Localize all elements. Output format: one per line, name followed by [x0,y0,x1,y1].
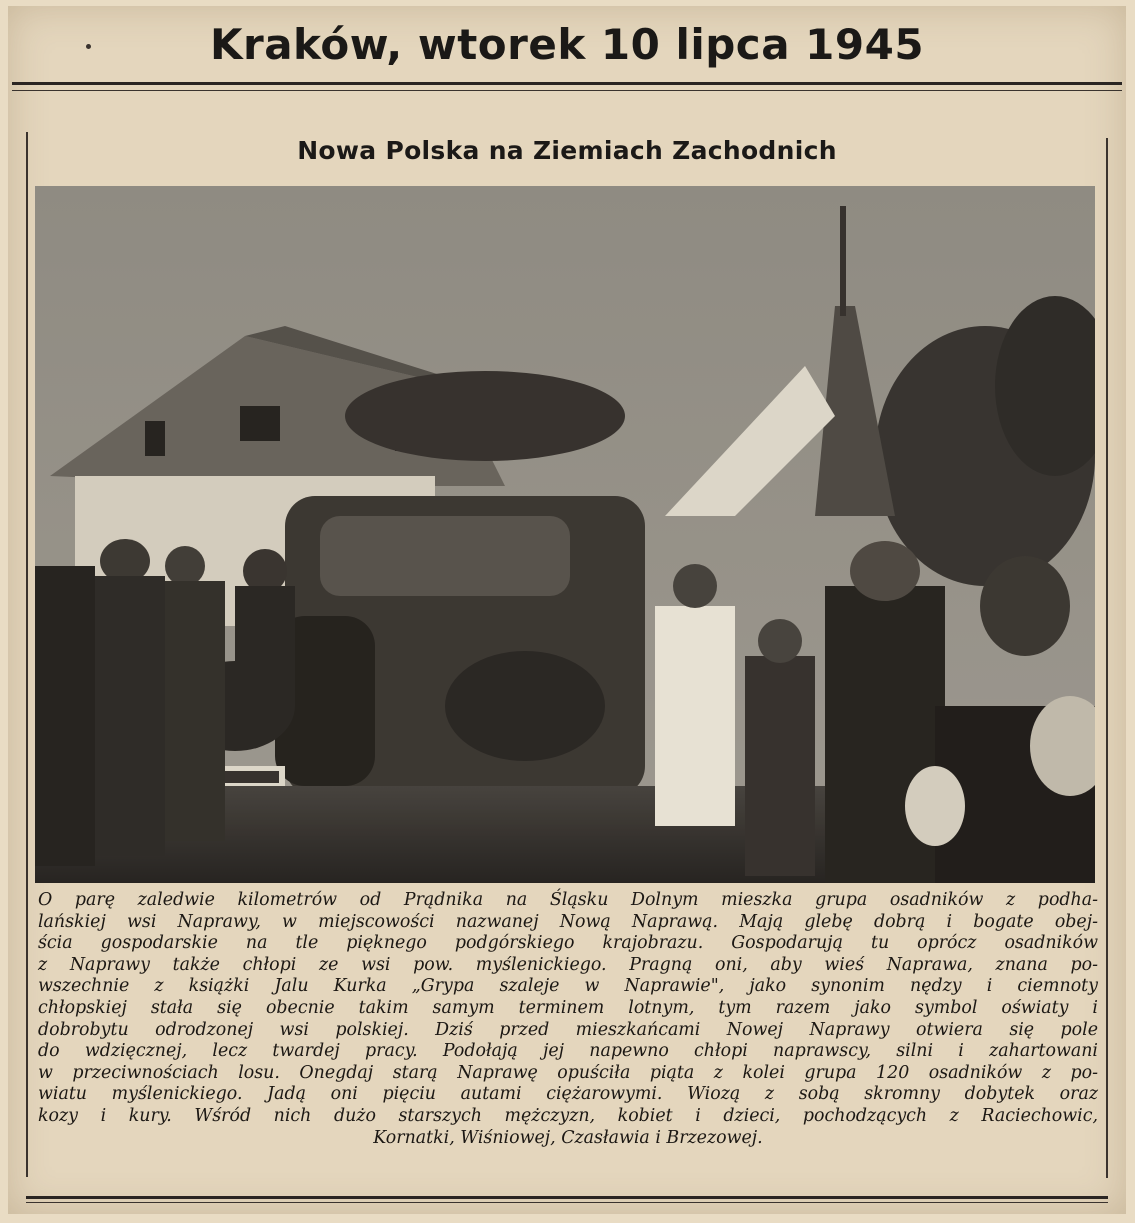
photo-caption [38,890,1098,1149]
caption-line: O parę zaledwie kilometrów od Prądnika na Śląsku Dolnym mieszka grupa osadników z podha- [38,890,1098,910]
caption-line: ścia gospodarskie na tle pięknego podgórskiego krajobrazu. Gospodarują tu oprócz osadników [38,933,1098,954]
caption-line: do wdzięcznej, lecz twardej pracy. Podołają jej napewno chłopi naprawscy, silni i zahartowani [38,1041,1098,1062]
caption-line: wiatu myślenickiego. Jadą oni pięciu autami ciężarowymi. Wiozą z sobą skromny dobytek oraz [38,1084,1098,1105]
article-frame-left [26,132,28,1177]
caption-line: lańskiej wsi Naprawy, w miejscowości nazwanej Nową Naprawą. Mają glebę dobrą i bogate obej- [38,911,1098,932]
footer-rule-thin [26,1202,1108,1203]
article-title: Nowa Polska na Ziemiach Zachodnich [297,136,837,165]
caption-line: z Naprawy także chłopi ze wsi pow. myślenickiego. Pragną oni, aby wieś Naprawa, znana po- [38,954,1098,975]
header-rule-thin [12,90,1122,91]
dateline: Kraków, wtorek 10 lipca 1945 [209,20,925,69]
caption-line: w przeciwnościach losu. Onegdaj starą Naprawę opuściła piąta z kolei grupa 120 osadników z po- [38,1062,1098,1083]
caption-line: chłopskiej stała się obecnie takim samym terminem lotnym, tym razem jako symbol oświaty i [38,997,1098,1018]
caption-line: kozy i kury. Wśród nich dużo starszych mężczyzn, kobiet i dzieci, pochodzących z Raciechowic, [38,1105,1098,1126]
article-frame-right [1106,138,1108,1178]
caption-line: Kornatki, Wiśniowej, Czasławia i Brzezowej. [373,1127,763,1148]
footer-rule [26,1196,1108,1199]
article-photo [35,186,1095,883]
caption-line: wszechnie z książki Jalu Kurka „Grypa szaleje w Naprawie", jako synonim nędzy i ciemnoty [38,976,1098,997]
header-rule [12,82,1122,85]
caption-line: dobrobytu odrodzonej wsi polskiej. Dziś przed mieszkańcami Nowej Naprawy otwiera się pole [38,1019,1098,1040]
newspaper-clipping [8,6,1126,1214]
